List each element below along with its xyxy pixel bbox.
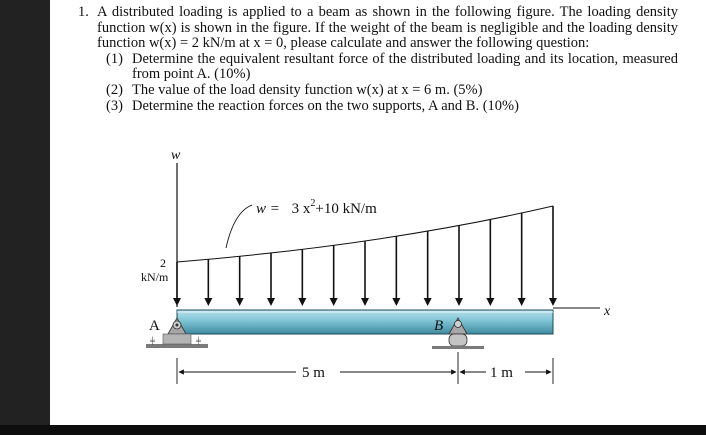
load-arrow-head	[330, 298, 338, 306]
load-arrow-head	[298, 298, 306, 306]
start-unit-label: kN/m	[141, 270, 169, 284]
problem-statement: A distributed loading is applied to a beam as shown in the following figure. The loading density function w(x) is shown in the figure. If the weight of the beam is negligible and the loading density function w(x) = 2 kN/m at x = 0, please calculate and answer the following question:	[97, 4, 678, 52]
load-arrows	[173, 206, 557, 306]
ground-b	[432, 346, 484, 349]
support-a-label: A	[149, 318, 160, 334]
support-a-base	[163, 334, 191, 344]
load-arrow-head	[236, 298, 244, 306]
load-arrow-head	[204, 298, 212, 306]
dim-label-1m: 1 m	[490, 365, 513, 381]
start-value-label: 2	[160, 256, 166, 270]
question-text: Determine the reaction forces on the two supports, A and B. (10%)	[132, 97, 519, 114]
problem-number: 1.	[78, 4, 89, 20]
load-arrow-head	[361, 298, 369, 306]
load-arrow-head	[518, 298, 526, 306]
load-arrow-head	[455, 298, 463, 306]
load-arrow-head	[486, 298, 494, 306]
question-number: (1)	[106, 50, 123, 67]
load-arrow-head	[424, 298, 432, 306]
bolt-mark: ╪	[150, 337, 155, 345]
load-arrow-head	[173, 298, 181, 306]
question-number: (3)	[106, 97, 123, 114]
roller-pin	[455, 321, 462, 328]
question-text: The value of the load density function w(x) at x = 6 m. (5%)	[132, 81, 483, 98]
bolt-mark: ╪	[196, 337, 201, 345]
dim-label-5m: 5 m	[302, 365, 325, 381]
load-arrow-head	[392, 298, 400, 306]
equation-coefficient: 3 x	[291, 201, 311, 217]
roller	[449, 334, 467, 346]
load-arrow-head	[549, 298, 557, 306]
equation-leader	[226, 205, 252, 248]
load-equation	[256, 198, 377, 217]
bottom-dark-border	[0, 425, 706, 435]
equation-remainder: +10 kN/m	[315, 201, 377, 217]
question-number: (2)	[106, 81, 123, 98]
equation-prefix: w =	[256, 201, 284, 217]
equation-exponent: 2	[310, 198, 316, 209]
question-text: Determine the equivalent resultant force of the distributed loading and its location, measured from point A. (10%)	[132, 50, 678, 83]
pin-center	[176, 324, 179, 327]
support-b-label: B	[434, 318, 444, 334]
x-axis-label: x	[604, 304, 611, 319]
w-axis-label: w	[171, 148, 181, 163]
beam	[177, 310, 553, 334]
load-arrow-head	[267, 298, 275, 306]
